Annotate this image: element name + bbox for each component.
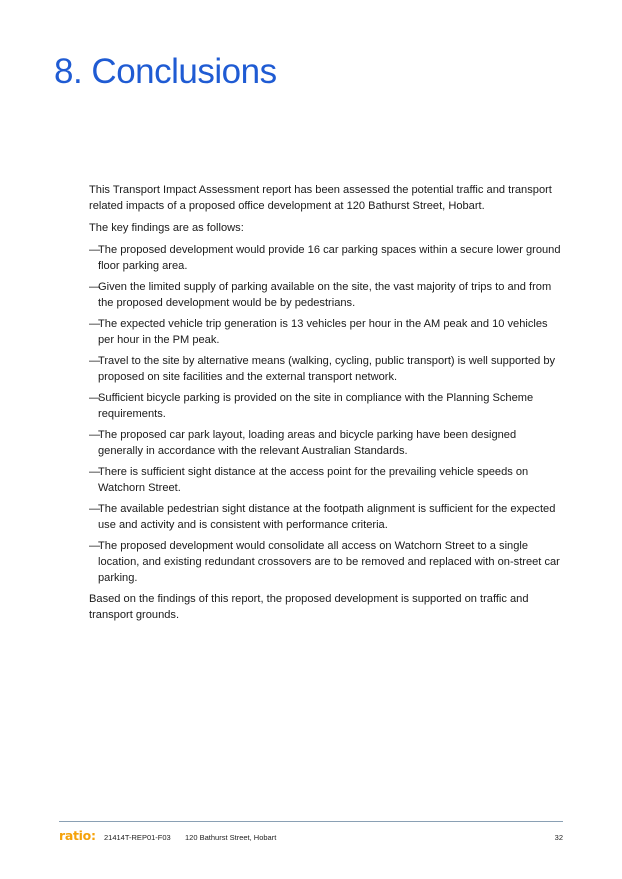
bullet-dash: — xyxy=(89,429,101,441)
finding-item xyxy=(89,242,561,274)
finding-text: There is sufficient sight distance at the access point for the prevailing vehicle speeds on Watchorn Street. xyxy=(98,466,529,494)
bullet-dash: — xyxy=(89,540,101,552)
finding-text: Travel to the site by alternative means (walking, cycling, public transport) is well supported by proposed on site facilities and the external transport network. xyxy=(98,355,556,383)
finding-item xyxy=(89,427,561,459)
finding-text: Sufficient bicycle parking is provided on the site in compliance with the Planning Scheme requirements. xyxy=(98,392,534,420)
bullet-dash: — xyxy=(89,466,101,478)
finding-text: The proposed development would provide 16 car parking spaces within a secure lower ground floor parking area. xyxy=(98,244,561,272)
page-number: 32 xyxy=(554,833,563,842)
bullet-dash: — xyxy=(89,503,101,515)
bullet-dash: — xyxy=(89,318,101,330)
bullet-dash: — xyxy=(89,281,101,293)
finding-item xyxy=(89,353,561,385)
finding-item xyxy=(89,390,561,422)
finding-item xyxy=(89,316,561,348)
bullet-dash: — xyxy=(89,355,101,367)
report-body xyxy=(89,182,561,629)
finding-item xyxy=(89,538,561,586)
finding-text: The proposed car park layout, loading areas and bicycle parking have been designed generally in accordance with the relevant Australian Standards. xyxy=(98,429,517,457)
finding-text: The available pedestrian sight distance at the footpath alignment is sufficient for the expected use and activity and is consistent with performance criteria. xyxy=(98,503,556,531)
bullet-dash: — xyxy=(89,392,101,404)
project-address: 120 Bathurst Street, Hobart xyxy=(185,833,277,842)
findings-list xyxy=(89,242,561,586)
finding-text: The proposed development would consolidate all access on Watchorn Street to a single location, and existing redundant crossovers are to be removed and replaced with on-street car parking. xyxy=(98,540,560,584)
page-footer xyxy=(59,830,563,848)
finding-text: The expected vehicle trip generation is 13 vehicles per hour in the AM peak and 10 vehicles per hour in the PM peak. xyxy=(98,318,548,346)
conclusion-paragraph: Based on the findings of this report, the proposed development is supported on traffic and transport grounds. xyxy=(89,593,529,621)
ratio-logo: ratio: xyxy=(59,828,96,843)
page-title: 8. Conclusions xyxy=(54,52,277,91)
bullet-dash: — xyxy=(89,244,101,256)
finding-text: Given the limited supply of parking available on the site, the vast majority of trips to and from the proposed development would be by pedestrians. xyxy=(98,281,552,309)
key-findings-intro: The key findings are as follows: xyxy=(89,222,244,234)
footer-divider xyxy=(59,821,563,822)
finding-item xyxy=(89,279,561,311)
intro-paragraph: This Transport Impact Assessment report has been assessed the potential traffic and transport related impacts of a proposed office development at 120 Bathurst Street, Hobart. xyxy=(89,184,552,212)
finding-item xyxy=(89,464,561,496)
report-reference: 21414T-REP01-F03 xyxy=(104,833,171,842)
finding-item xyxy=(89,501,561,533)
